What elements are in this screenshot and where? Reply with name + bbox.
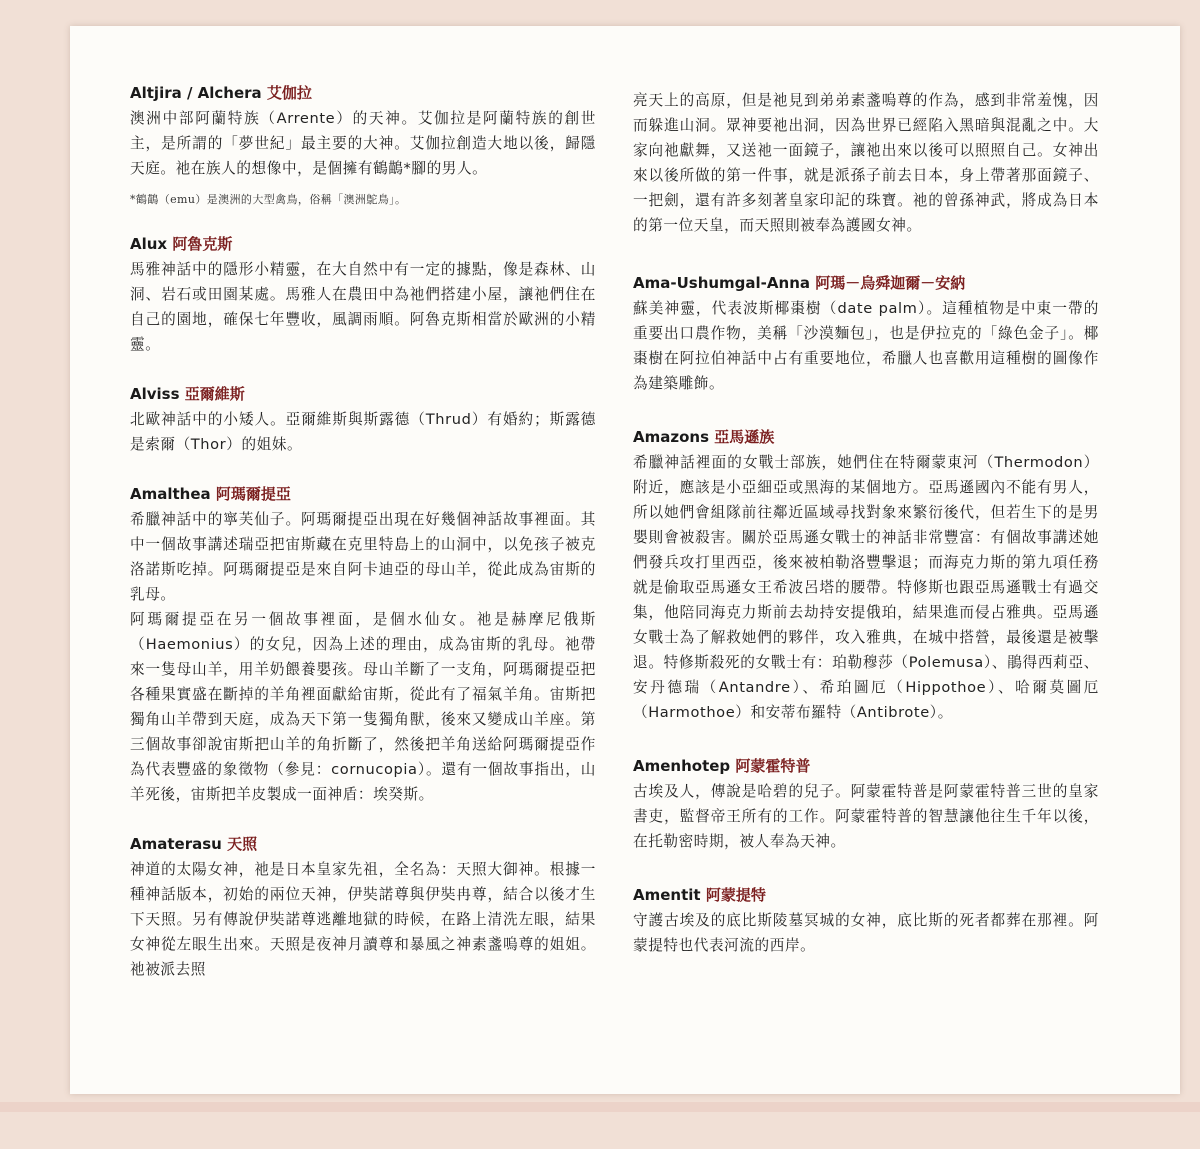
entry-title-cn: 艾伽拉 [266,84,312,102]
right-column [633,88,1099,988]
entry-title [633,884,1099,906]
entry-title-en: Amazons [633,428,710,446]
entry-title-en: Amaterasu [130,835,222,853]
entry-text: 阿瑪爾提亞在另一個故事裡面，是個水仙女。祂是赫摩尼俄斯（Haemonius）的女兒，因為上述的理由，成為宙斯的乳母。祂帶來一隻母山羊，用羊奶餵養嬰孩。母山羊斷了一支角，阿瑪爾提亞把各種果實盛在斷掉的羊角裡面獻給宙斯，從此有了福氣羊角。宙斯把獨角山羊帶到天庭，成為天下第一隻獨角獸，後來又變成山羊座。第三個故事卻說宙斯把山羊的角折斷了，然後把羊角送給阿瑪爾提亞作為代表豐盛的象徵物（參見：cornucopia）。還有一個故事指出，山羊死後，宙斯把羊皮製成一面神盾：埃癸斯。 [130,611,596,803]
entry-title [130,383,596,405]
entry-text-continued: 亮天上的高原，但是祂見到弟弟素盞嗚尊的作為，感到非常羞愧，因而躲進山洞。眾神要祂出洞，因為世界已經陷入黑暗與混亂之中。大家向祂獻舞，又送祂一面鏡子，讓祂出來以後可以照照自己。女神出來以後所做的第一件事，就是派孫子前去日本，身上帶著那面鏡子、一把劍，還有許多刻著皇家印記的珠寶。祂的曾孫神武，將成為日本的第一位天皇，而天照則被奉為護國女神。 [633,92,1099,234]
entry-amaterasu [130,833,596,982]
entry-title [130,233,596,255]
entry-text: 希臘神話中的寧芙仙子。阿瑪爾提亞出現在好幾個神話故事裡面。其中一個故事講述瑞亞把宙斯藏在克里特島上的山洞中，以免孩子被克洛諾斯吃掉。阿瑪爾提亞是來自阿卡迪亞的母山羊，從此成為宙斯的乳母。 [130,511,596,603]
entry-title-cn: 阿魯克斯 [172,235,233,253]
entry-amenhotep [633,755,1099,854]
entry-title [633,426,1099,448]
entry-title-en: Amenhotep [633,757,731,775]
entry-title [130,833,596,855]
entry-title-cn: 阿蒙霍特普 [735,757,811,775]
entry-title [130,483,596,505]
entry-title-en: Alviss [130,385,180,403]
footnote: *鶴鶓（emu）是澳洲的大型禽鳥，俗稱「澳洲鴕鳥」。 [130,193,407,206]
entry-text: 神道的太陽女神，祂是日本皇家先祖，全名為：天照大御神。根據一種神話版本，初始的兩位天神，伊奘諾尊與伊奘冉尊，結合以後才生下天照。另有傳說伊奘諾尊逃離地獄的時候，在路上清洗左眼，結果女神從左眼生出來。天照是夜神月讀尊和暴風之神素盞嗚尊的姐姐。祂被派去照 [130,861,596,978]
left-column [130,82,596,1008]
entry-title [633,755,1099,777]
entry-title-cn: 亞爾維斯 [184,385,245,403]
entry-title [633,272,1099,294]
entry-title-cn: 天照 [227,835,258,853]
entry-title-cn: 阿蒙提特 [705,886,766,904]
entry-text: 北歐神話中的小矮人。亞爾維斯與斯露德（Thrud）有婚約；斯露德是索爾（Thor）的姐妹。 [130,411,596,453]
entry-title-en: Alux [130,235,168,253]
entry-title-cn: 亞馬遜族 [714,428,775,446]
entry-text: 希臘神話裡面的女戰士部族，她們住在特爾蒙東河（Thermodon）附近，應該是小亞細亞或黑海的某個地方。亞馬遜國內不能有男人，所以她們會組隊前往鄰近區域尋找對象來繁衍後代，但若生下的是男嬰則會被殺害。關於亞馬遜女戰士的神話非常豐富：有個故事講述她們發兵攻打里西亞，後來被柏勒洛豐擊退；而海克力斯的第九項任務就是偷取亞馬遜女王希波呂塔的腰帶。特修斯也跟亞馬遜戰士有過交集，他陪同海克力斯前去劫持安提俄珀，結果進而侵占雅典。亞馬遜女戰士為了解救她們的夥伴，攻入雅典，在城中搭營，最後還是被擊退。特修斯殺死的女戰士有：珀勒穆莎（Polemusa）、鵑得西莉亞、安丹德瑞（Antandre）、希珀圖厄（Hippothoe）、哈爾莫圖厄（Harmothoe）和安蒂布羅特（Antibrote）。 [633,454,1099,721]
entry-text: 蘇美神靈，代表波斯椰棗樹（date palm）。這種植物是中東一帶的重要出口農作物，美稱「沙漠麵包」，也是伊拉克的「綠色金子」。椰棗樹在阿拉伯神話中占有重要地位，希臘人也喜歡用這種樹的圖像作為建築雕飾。 [633,300,1099,392]
entry-title-cn: 阿瑪爾提亞 [215,485,291,503]
entry-altjira [130,82,596,207]
entry-title [130,82,596,104]
entry-text: 馬雅神話中的隱形小精靈，在大自然中有一定的據點，像是森林、山洞、岩石或田園某處。馬雅人在農田中為祂們搭建小屋，讓祂們住在自己的園地，確保七年豐收，風調雨順。阿魯克斯相當於歐洲的小精靈。 [130,261,596,353]
entry-title-en: Altjira / Alchera [130,84,262,102]
entry-amentit [633,884,1099,958]
entry-text: 古埃及人，傳說是哈碧的兒子。阿蒙霍特普是阿蒙霍特普三世的皇家書吏，監督帝王所有的工作。阿蒙霍特普的智慧讓他往生千年以後，在托勒密時期，被人奉為天神。 [633,783,1099,850]
scan-edge-band [0,1102,1200,1112]
entry-amazons [633,426,1099,725]
entry-amalthea [130,483,596,807]
entry-title-en: Ama-Ushumgal-Anna [633,274,810,292]
entry-title-en: Amentit [633,886,701,904]
entry-title-en: Amalthea [130,485,211,503]
entry-text: 守護古埃及的底比斯陵墓冥城的女神，底比斯的死者都葬在那裡。阿蒙提特也代表河流的西岸。 [633,912,1099,954]
entry-text: 澳洲中部阿蘭特族（Arrente）的天神。艾伽拉是阿蘭特族的創世主，是所謂的「夢世紀」最主要的大神。艾伽拉創造大地以後，歸隱天庭。祂在族人的想像中，是個擁有鶴鶓*腳的男人。 [130,110,596,177]
entry-ama-ushumgal-anna [633,272,1099,396]
entry-title-cn: 阿瑪－烏舜迦爾－安納 [815,274,966,292]
entry-alux [130,233,596,357]
entry-alviss [130,383,596,457]
dictionary-page [70,26,1180,1094]
